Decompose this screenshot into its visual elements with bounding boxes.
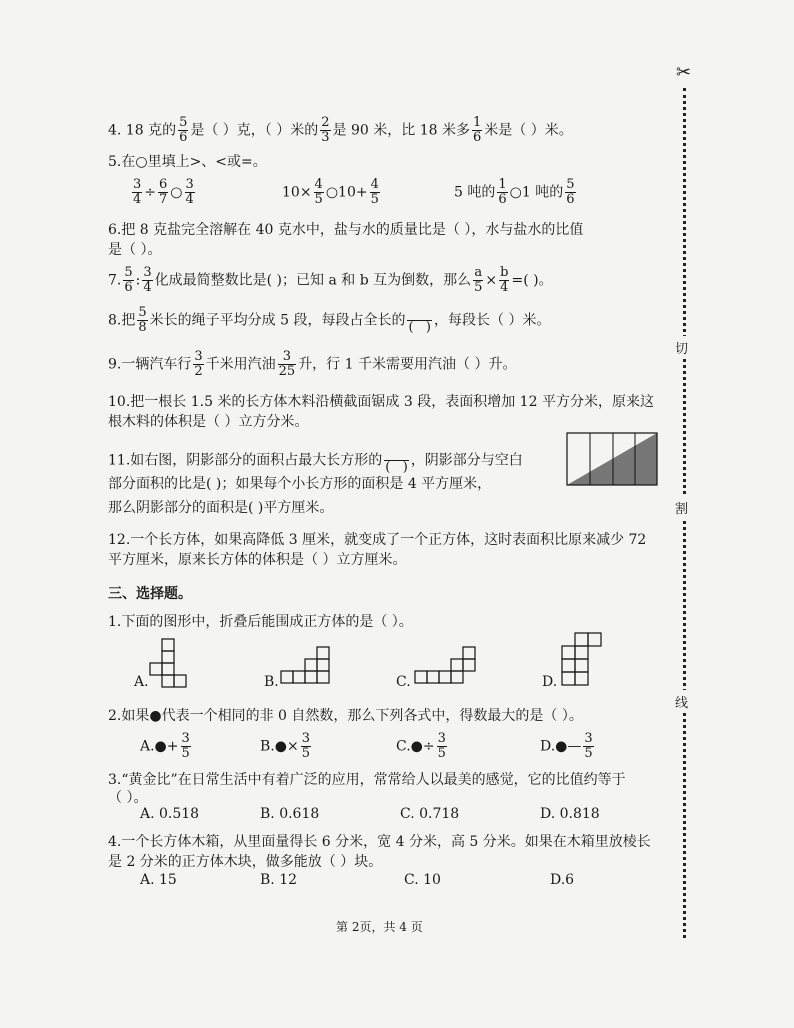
cube-net-a	[148, 638, 192, 688]
choice-3-option-b[interactable]: B. 0.618	[260, 806, 320, 822]
choice-4-option-c[interactable]: C. 10	[404, 872, 441, 888]
shaded-rectangle-figure	[566, 432, 658, 486]
question-11-line2: 部分面积的比是( )；如果每个小长方形的面积是 4 平方厘米，	[108, 476, 492, 492]
choice-1-title: 1.下面的图形中，折叠后能围成正方体的是（ ）。	[108, 614, 413, 630]
shaded-triangle	[567, 433, 657, 485]
choice-3-option-d[interactable]: D. 0.818	[540, 806, 600, 822]
choice-1-label-c[interactable]: C.	[396, 674, 411, 690]
cut-char-3: 线	[675, 690, 688, 713]
question-11-line3: 那么阴影部分的面积是( )平方厘米。	[108, 500, 334, 516]
choice-1-label-d[interactable]: D.	[542, 674, 558, 690]
question-6-line1: 6.把 8 克盐完全溶解在 40 克水中，盐与水的质量比是（ ），水与盐水的比值	[108, 222, 584, 238]
choice-4-option-d[interactable]: D.6	[550, 872, 575, 888]
choice-1-label-b[interactable]: B.	[264, 674, 279, 690]
question-12-line1: 12.一个长方体，如果高降低 3 厘米，就变成了一个正方体，这时表面积比原来减少 72	[108, 532, 647, 548]
cut-char-2: 割	[675, 496, 688, 519]
question-10-line1: 10.把一根长 1.5 米的长方体木料沿横截面锯成 3 段，表面积增加 12 平方分米，原来这	[108, 394, 654, 410]
cube-net-d	[560, 632, 604, 688]
answer-fraction-blank[interactable]: ( )	[384, 446, 409, 475]
question-5-title: 5.在○里填上>、<或=。	[108, 154, 267, 170]
question-5b: 10× $\frac{4}{5}$ ○10+ $\frac{4}{5}$	[282, 177, 379, 207]
question-5c: 5 吨的 $\frac{1}{6}$ ○1 吨的 $\frac{5}{6}$	[454, 177, 575, 207]
choice-2-option-a[interactable]: A.●+ $\frac{3}{5}$	[140, 731, 190, 761]
cube-net-c	[414, 646, 478, 686]
question-4: 4. 18 克的 $\frac{5}{6}$ 是（ ）克，（ ）米的 $\frac{2}{3}$ 是 90 米，比 18 米多 $\frac{1}{6}$ 米是（ ）米。	[108, 115, 573, 145]
cut-char-1: 切	[675, 336, 688, 359]
question-10-line2: 根木料的体积是（ ）立方分米。	[108, 414, 309, 430]
choice-4-option-a[interactable]: A. 15	[140, 872, 177, 888]
choice-1-label-a[interactable]: A.	[134, 674, 149, 690]
choice-4-option-b[interactable]: B. 12	[260, 872, 298, 888]
question-5a: $\frac{3}{4}$ ÷ $\frac{6}{7}$ ○ $\frac{3}{4}$	[133, 177, 194, 207]
cube-net-b	[280, 646, 332, 686]
section-3-title: 三、选择题。	[108, 586, 192, 602]
question-6-line2: 是（ ）。	[108, 242, 162, 258]
answer-fraction-blank[interactable]: ( )	[407, 306, 432, 335]
question-11-line1: 11.如右图，阴影部分的面积占最大长方形的 ( ) ，阴影部分与空白	[108, 446, 523, 475]
choice-2-title: 2.如果●代表一个相同的非 0 自然数，那么下列各式中，得数最大的是（ ）。	[108, 708, 583, 724]
choice-4-line2: 是 2 分米的正方体木块，做多能放（ ）块。	[108, 854, 383, 870]
question-9: 9.一辆汽车行 $\frac{3}{2}$ 千米用汽油 $\frac{3}{25}$ 升，行 1 千米需要用汽油（ ）升。	[108, 349, 517, 379]
choice-3-line2: （ ）。	[108, 790, 148, 806]
choice-2-option-d[interactable]: D.●— $\frac{3}{5}$	[540, 731, 593, 761]
question-8: 8.把 $\frac{5}{8}$ 米长的绳子平均分成 5 段，每段占全长的 ( ) ，每段长（ ）米。	[108, 305, 551, 335]
choice-3-option-a[interactable]: A. 0.518	[140, 806, 200, 822]
page-footer: 第 2页，共 4 页	[336, 920, 423, 934]
scissors-icon: ✂	[676, 62, 692, 83]
choice-2-option-c[interactable]: C.●÷ $\frac{3}{5}$	[396, 731, 446, 761]
choice-3-line1: 3.“黄金比”在日常生活中有着广泛的应用，常常给人以最美的感觉，它的比值约等于	[108, 772, 626, 788]
choice-4-line1: 4.一个长方体木箱，从里面量得长 6 分米，宽 4 分米，高 5 分米。如果在木箱里放棱长	[108, 834, 651, 850]
choice-3-option-c[interactable]: C. 0.718	[400, 806, 460, 822]
question-7: 7. $\frac{5}{6}$ : $\frac{3}{4}$ 化成最简整数比是( )；已知 a 和 b 互为倒数，那么 $\frac{a}{5}$ × $\frac{b}{4}$ =( )。	[108, 265, 553, 295]
choice-2-option-b[interactable]: B.●× $\frac{3}{5}$	[260, 731, 310, 761]
question-12-line2: 平方厘米，原来长方体的体积是（ ）立方厘米。	[108, 552, 407, 568]
